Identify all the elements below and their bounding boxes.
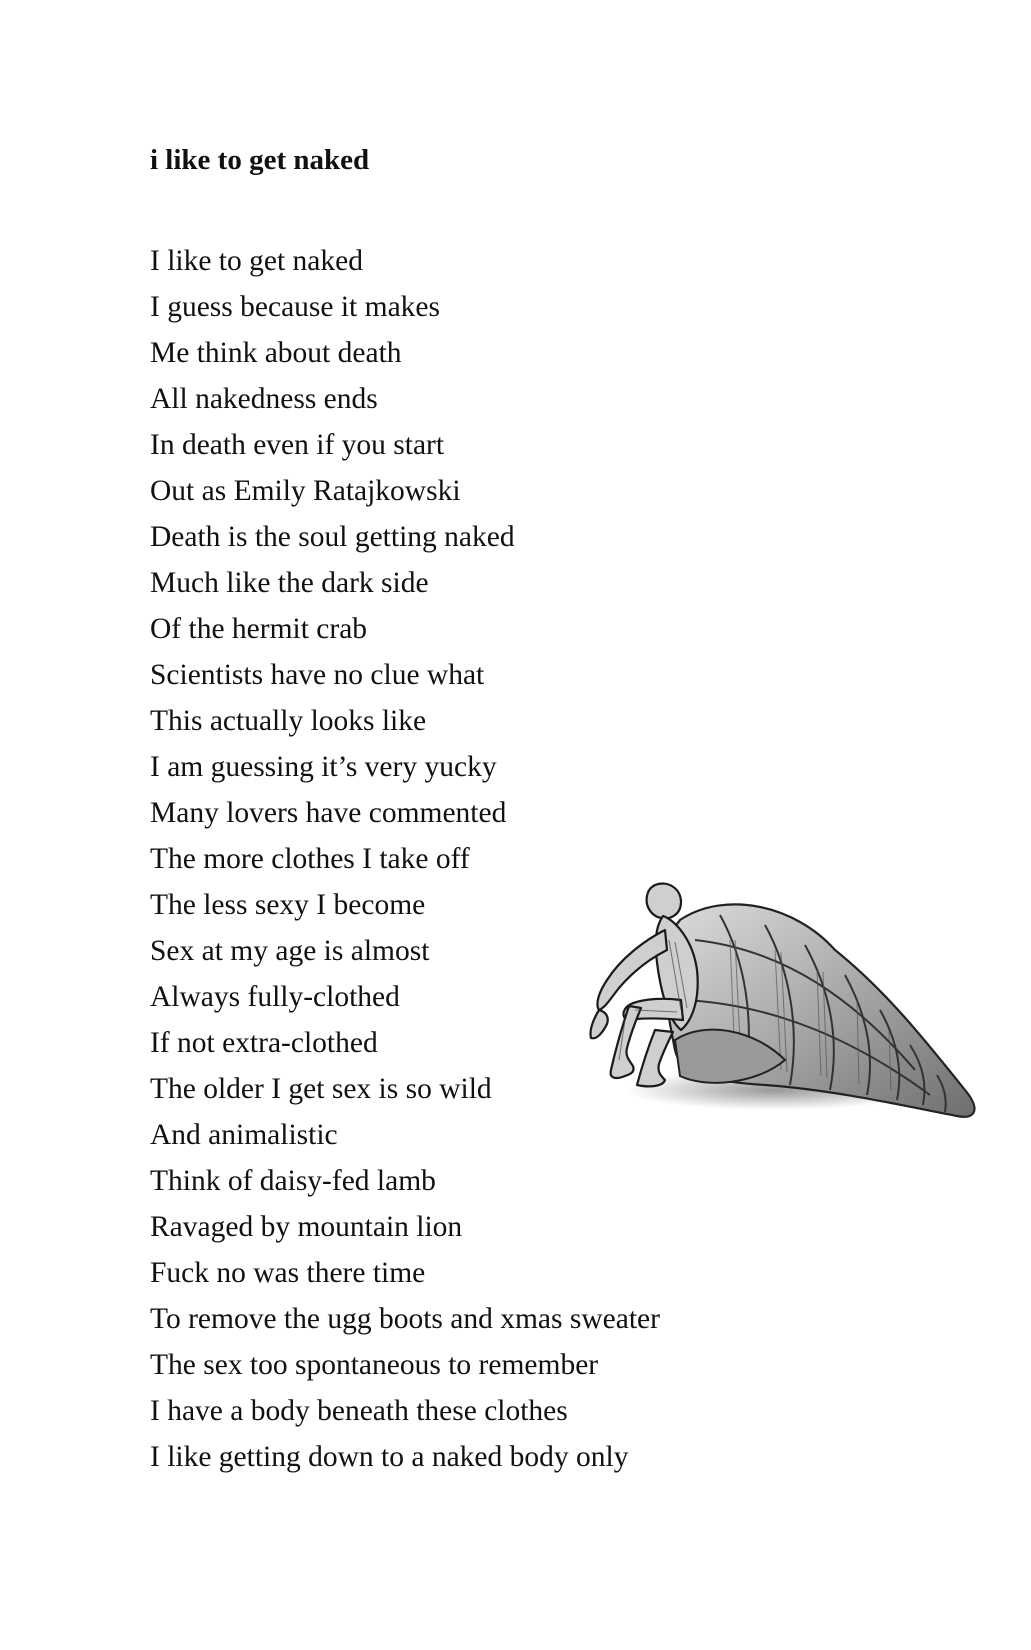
poem-line: Out as Emily Ratajkowski bbox=[150, 475, 461, 507]
poem-line: Ravaged by mountain lion bbox=[150, 1211, 463, 1243]
hermit-crab-drawing bbox=[585, 880, 1005, 1180]
poem-line: The less sexy I become bbox=[150, 889, 426, 921]
poem-line: Many lovers have commented bbox=[150, 797, 507, 829]
poem-title: i like to get naked bbox=[150, 144, 370, 176]
poem-line: I like to get naked bbox=[150, 245, 363, 277]
poem-line: The sex too spontaneous to remember bbox=[150, 1349, 599, 1381]
poem-line: Scientists have no clue what bbox=[150, 659, 485, 691]
poem-line: Fuck no was there time bbox=[150, 1257, 426, 1289]
poem-line: The older I get sex is so wild bbox=[150, 1073, 492, 1105]
poem-body bbox=[150, 238, 660, 1480]
poem-line: I am guessing it’s very yucky bbox=[150, 751, 497, 783]
poem-line: Sex at my age is almost bbox=[150, 935, 430, 967]
poem-line: If not extra-clothed bbox=[150, 1027, 378, 1059]
poem-line: And animalistic bbox=[150, 1119, 338, 1151]
poem-line: I have a body beneath these clothes bbox=[150, 1395, 568, 1427]
poem-line: Always fully-clothed bbox=[150, 981, 400, 1013]
hermit-crab-illustration bbox=[585, 880, 1005, 1180]
poem-line: I like getting down to a naked body only bbox=[150, 1441, 629, 1473]
poem-line: The more clothes I take off bbox=[150, 843, 470, 875]
poem-line: Death is the soul getting naked bbox=[150, 521, 515, 553]
poem-line: This actually looks like bbox=[150, 705, 427, 737]
poem-line: Me think about death bbox=[150, 337, 402, 369]
poem-line: Of the hermit crab bbox=[150, 613, 368, 645]
poem-line: Think of daisy-fed lamb bbox=[150, 1165, 436, 1197]
poem-line: All nakedness ends bbox=[150, 383, 378, 415]
poem-line: To remove the ugg boots and xmas sweater bbox=[150, 1303, 660, 1335]
poem-line: Much like the dark side bbox=[150, 567, 429, 599]
poem-line: I guess because it makes bbox=[150, 291, 440, 323]
poem-line: In death even if you start bbox=[150, 429, 445, 461]
